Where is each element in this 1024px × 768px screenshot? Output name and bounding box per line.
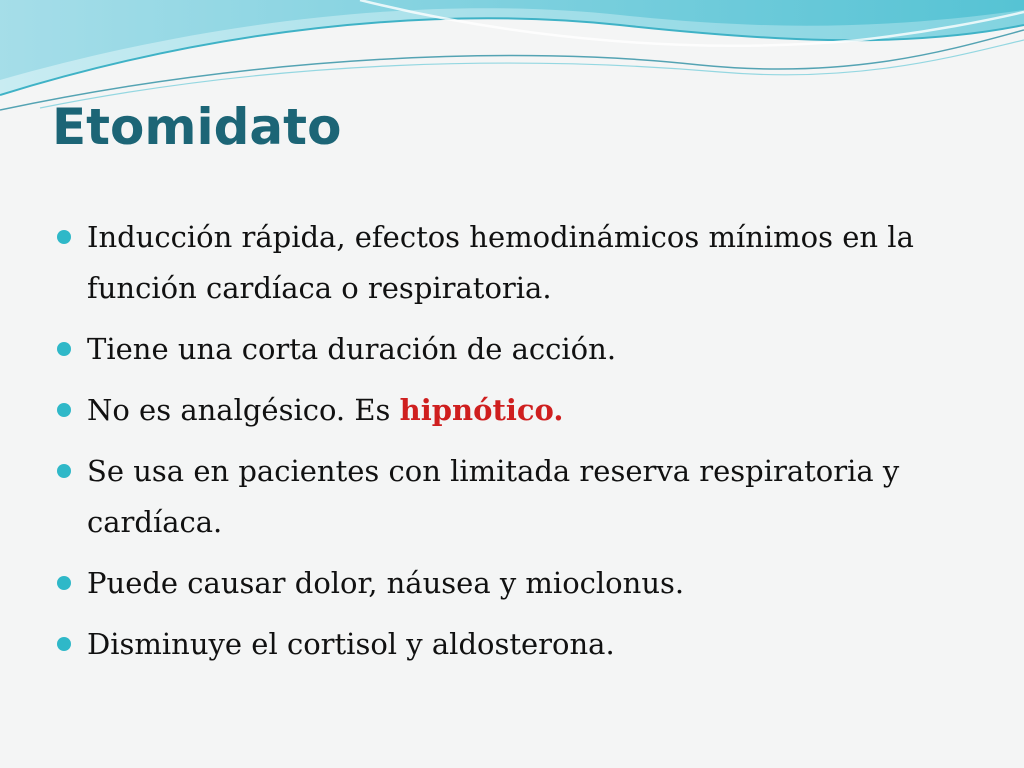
bullet-dot-icon (57, 576, 71, 590)
bullet-text: Puede causar dolor, náusea y mioclonus. (87, 566, 685, 600)
bullet-dot-icon (57, 637, 71, 651)
bullet-text: Disminuye el cortisol y aldosterona. (87, 627, 615, 661)
bullet-item (52, 446, 992, 548)
bullet-item (52, 558, 992, 609)
bullet-list (52, 212, 992, 680)
bullet-item (52, 212, 992, 314)
bullet-dot-icon (57, 230, 71, 244)
slide-title: Etomidato (52, 98, 342, 156)
bullet-dot-icon (57, 464, 71, 478)
bullet-text: No es analgésico. Es (87, 393, 400, 427)
emphasized-term: hipnótico. (399, 393, 564, 427)
bullet-item (52, 385, 992, 436)
bullet-text: Tiene una corta duración de acción. (87, 332, 617, 366)
bullet-item (52, 619, 992, 670)
bullet-item (52, 324, 992, 375)
bullet-text: Se usa en pacientes con limitada reserva respiratoria y cardíaca. (87, 454, 900, 539)
bullet-dot-icon (57, 403, 71, 417)
bullet-dot-icon (57, 342, 71, 356)
bullet-text: Inducción rápida, efectos hemodinámicos mínimos en la función cardíaca o respiratoria. (87, 220, 914, 305)
